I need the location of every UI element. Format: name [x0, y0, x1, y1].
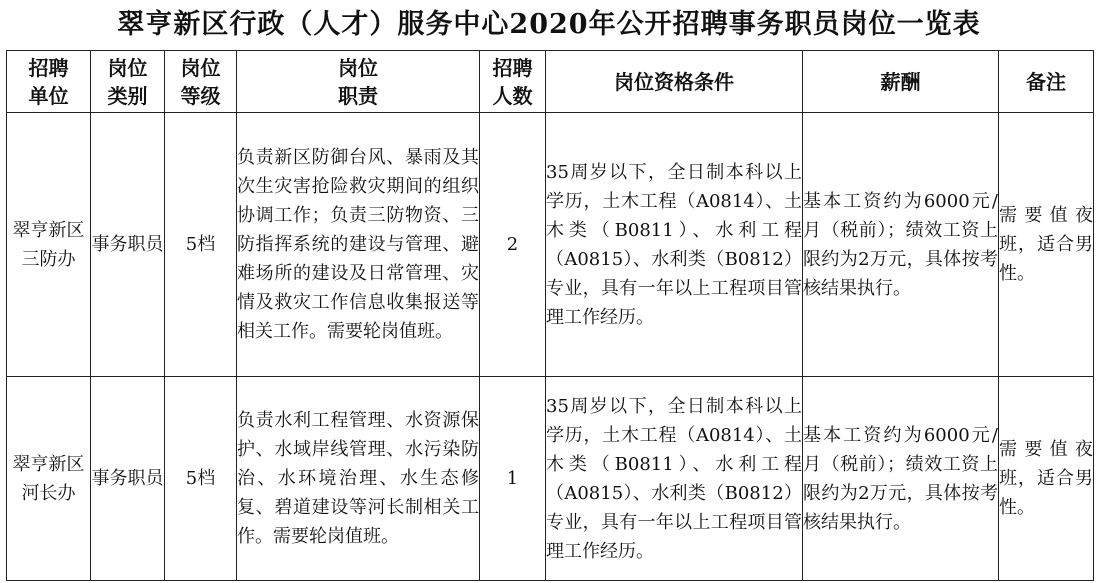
- cell-duties: 负责新区防御台风、暴雨及其次生灾害抢险救灾期间的组织协调工作；负责三防物资、三防指挥系统的建设与管理、避难场所的建设及日常管理、灾情及救灾工作信息收集报送等相关工作。需要轮岗值班。: [237, 113, 480, 377]
- cell-level: 5档: [165, 113, 237, 377]
- header-salary: 薪酬: [803, 51, 999, 113]
- positions-table: [6, 50, 1094, 581]
- cell-remarks: 需要值夜班，适合男性。: [999, 113, 1094, 377]
- header-position-level: 岗位 等级: [165, 51, 237, 113]
- cell-duties: 负责水利工程管理、水资源保护、水域岸线管理、水污染防治、水环境治理、水生态修复、碧道建设等河长制相关工作。需要轮岗值班。: [237, 377, 480, 581]
- cell-unit: 翠亨新区河长办: [7, 377, 91, 581]
- table-row: [7, 377, 1094, 581]
- cell-remarks: 需要值夜班，适合男性。: [999, 377, 1094, 581]
- header-position-category: 岗位 类别: [91, 51, 165, 113]
- cell-category: 事务职员: [91, 377, 165, 581]
- cell-qualifications: 35周岁以下，全日制本科以上学历，土木工程（A0814）、土木类（B0811）、水利工程（A0815）、水利类（B0812）专业，具有一年以上工程项目管理工作经历。: [546, 377, 803, 581]
- table-row: [7, 113, 1094, 377]
- cell-salary: 基本工资约为6000元/月（税前）；绩效工资上限约为2万元，具体按考核结果执行。: [803, 113, 999, 377]
- cell-qualifications: 35周岁以下，全日制本科以上学历，土木工程（A0814）、土木类（B0811）、水利工程（A0815）、水利类（B0812）专业，具有一年以上工程项目管理工作经历。: [546, 113, 803, 377]
- table-header-row: [7, 51, 1094, 113]
- header-remarks: 备注: [999, 51, 1094, 113]
- cell-salary: 基本工资约为6000元/月（税前）；绩效工资上限约为2万元，具体按考核结果执行。: [803, 377, 999, 581]
- cell-category: 事务职员: [91, 113, 165, 377]
- header-position-duties: 岗位 职责: [237, 51, 480, 113]
- cell-level: 5档: [165, 377, 237, 581]
- cell-unit: 翠亨新区三防办: [7, 113, 91, 377]
- header-headcount: 招聘 人数: [480, 51, 546, 113]
- cell-headcount: 1: [480, 377, 546, 581]
- document-title: 翠亨新区行政（人才）服务中心2020年公开招聘事务职员岗位一览表: [117, 9, 981, 40]
- header-recruiting-unit: 招聘 单位: [7, 51, 91, 113]
- cell-headcount: 2: [480, 113, 546, 377]
- header-qualifications: 岗位资格条件: [546, 51, 803, 113]
